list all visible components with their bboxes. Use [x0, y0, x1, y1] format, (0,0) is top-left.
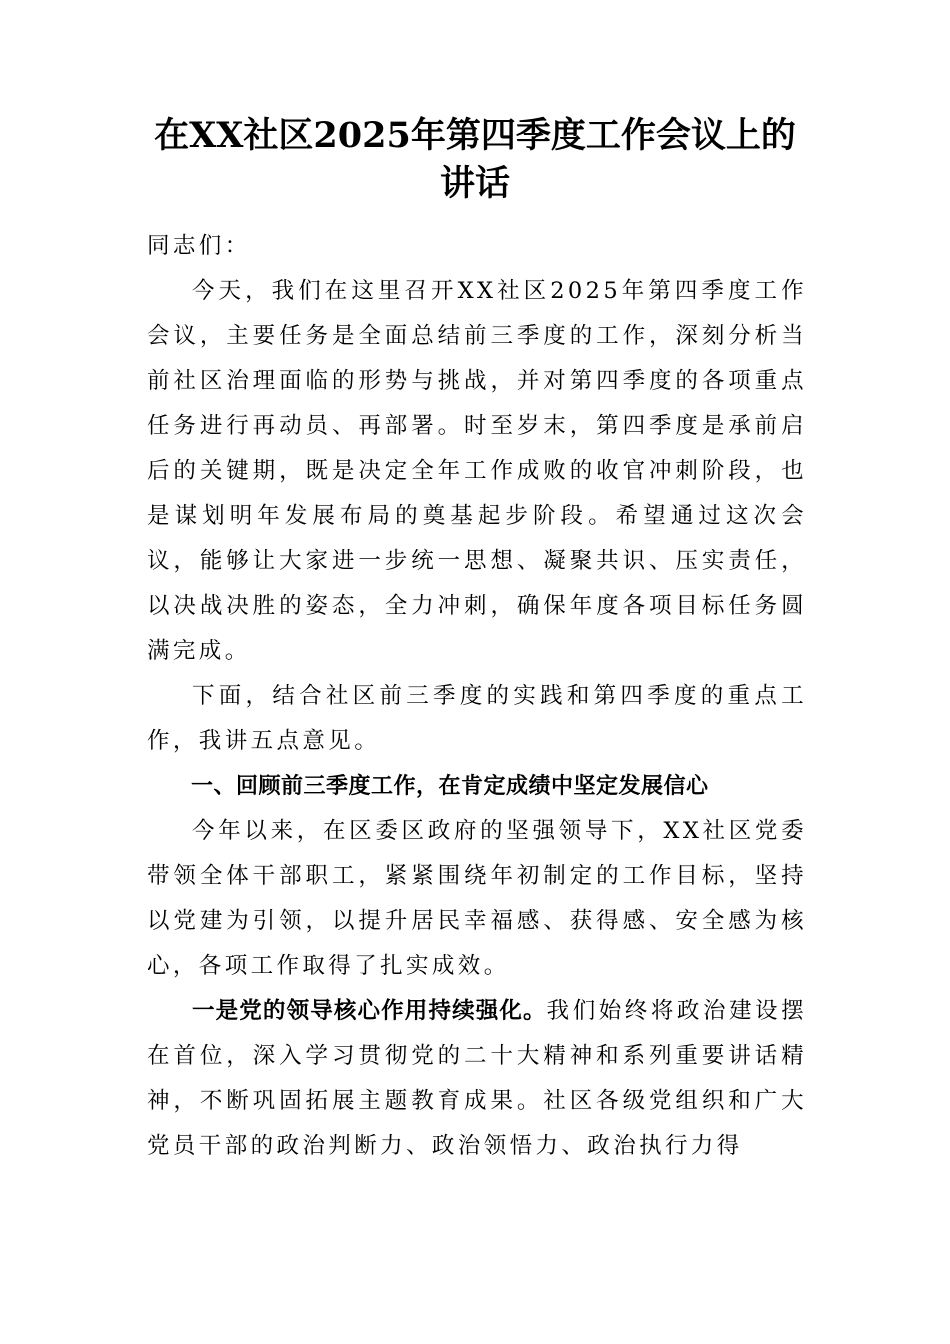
paragraph-party-leadership	[147, 989, 807, 1169]
salutation: 同志们：	[147, 233, 251, 259]
section-heading-1: 一、回顾前三季度工作，在肯定成绩中坚定发展信心	[191, 774, 709, 799]
document-body	[147, 224, 807, 1169]
title-line-1: 在XX社区2025年第四季度工作会议上的	[154, 115, 796, 156]
paragraph-outline: 下面，结合社区前三季度的实践和第四季度的重点工作，我讲五点意见。	[147, 683, 807, 754]
paragraph-lead-phrase: 一是党的领导核心作用持续强化。	[192, 998, 547, 1024]
title-line-2: 讲话	[439, 163, 510, 204]
paragraph-review: 今年以来，在区委区政府的坚强领导下，XX社区党委带领全体干部职工，紧紧围绕年初制定的工作目标，坚持以党建为引领，以提升居民幸福感、获得感、安全感为核心，各项工作取得了扎实成效。	[147, 818, 807, 979]
paragraph-text: 我们始终将政治建设摆在首位，深入学习贯彻党的二十大精神和系列重要讲话精神，不断巩固拓展主题教育成果。社区各级党组织和广大党员干部的政治判断力、政治领悟力、政治执行力得	[147, 998, 807, 1159]
document-title	[130, 112, 820, 208]
paragraph-opening: 今天，我们在这里召开XX社区2025年第四季度工作会议，主要任务是全面总结前三季度的工作，深刻分析当前社区治理面临的形势与挑战，并对第四季度的各项重点任务进行再动员、再部署。时至岁末，第四季度是承前启后的关键期，既是决定全年工作成败的收官冲刺阶段，也是谋划明年发展布局的奠基起步阶段。希望通过这次会议，能够让大家进一步统一思想、凝聚共识、压实责任，以决战决胜的姿态，全力冲刺，确保年度各项目标任务圆满完成。	[147, 278, 807, 664]
